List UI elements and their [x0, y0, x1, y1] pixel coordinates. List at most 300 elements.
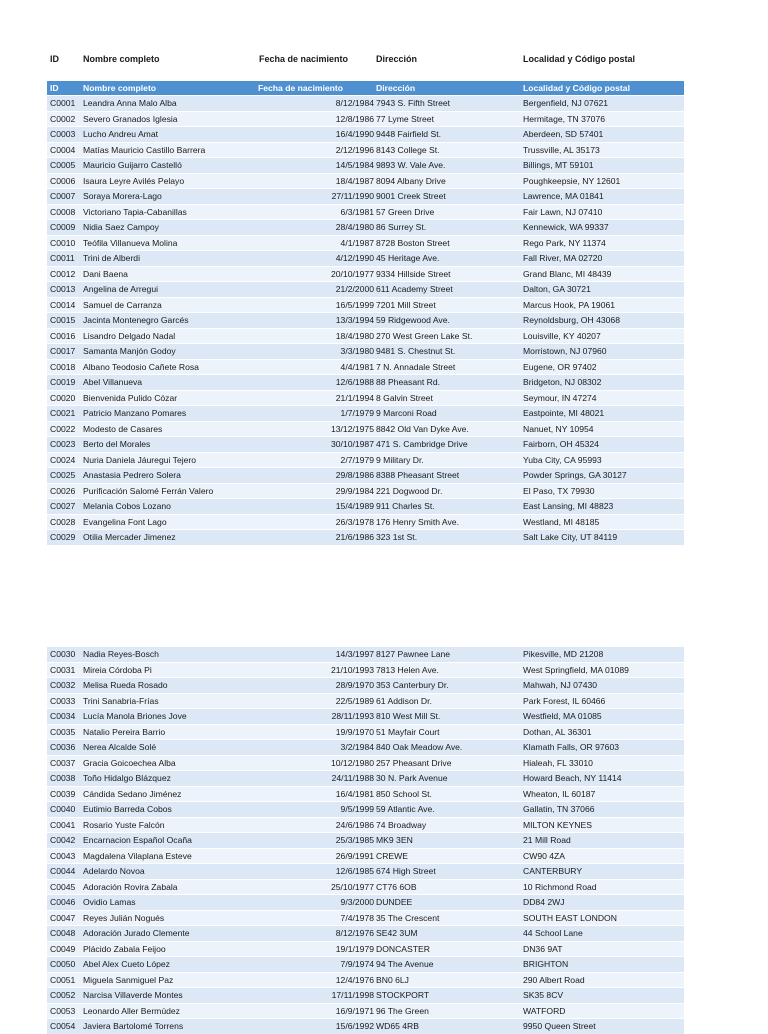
- cell-dob: 22/5/1989: [335, 695, 374, 706]
- cell-dob: 28/4/1980: [335, 222, 374, 232]
- cell-locality: Fair Lawn, NJ 07410: [523, 206, 603, 217]
- cell-address: CT76 6OB: [376, 881, 417, 892]
- table-row: [47, 235, 684, 251]
- table-row: [47, 390, 684, 406]
- cell-address: 323 1st St.: [376, 532, 418, 542]
- table-row: [47, 157, 684, 173]
- cell-id: C0049: [50, 943, 76, 954]
- cell-address: 51 Mayfair Court: [376, 726, 440, 737]
- cell-dob: 3/3/1980: [340, 346, 374, 356]
- cell-dob: 4/4/1981: [340, 361, 374, 372]
- cell-name: Lisandro Delgado Nadal: [83, 330, 176, 341]
- cell-dob: 21/2/2000: [335, 284, 374, 294]
- cell-name: Leonardo Aller Bermúdez: [83, 1005, 180, 1016]
- header-name: Nombre completo: [83, 54, 160, 64]
- cell-id: C0025: [50, 470, 76, 480]
- cell-address: 9481 S. Chestnut St.: [376, 346, 456, 356]
- cell-name: Otilia Mercader Jimenez: [83, 532, 176, 542]
- cell-locality: Dothan, AL 36301: [523, 726, 592, 737]
- cell-address: 77 Lyme Street: [376, 113, 434, 124]
- table-row: [47, 662, 684, 678]
- cell-id: C0006: [50, 175, 76, 186]
- table-row: [47, 359, 684, 375]
- cell-id: C0044: [50, 866, 76, 876]
- cell-address: 7 N. Annadale Street: [376, 361, 456, 372]
- cell-id: C0018: [50, 361, 76, 372]
- header-dob: Fecha de nacimiento: [259, 54, 349, 64]
- cell-address: 270 West Green Lake St.: [376, 330, 473, 341]
- table-row: [47, 925, 684, 941]
- cell-name: Anastasia Pedrero Solera: [83, 470, 181, 480]
- cell-address: 57 Green Drive: [376, 206, 435, 217]
- table-header-row: [47, 81, 684, 95]
- cell-locality: Hialeah, FL 33010: [523, 757, 593, 768]
- cell-dob: 30/10/1987: [330, 439, 374, 449]
- cell-locality: Grand Blanc, MI 48439: [523, 268, 612, 279]
- cell-locality: Howard Beach, NY 11414: [523, 773, 622, 783]
- cell-locality: Dalton, GA 30721: [523, 284, 591, 294]
- cell-dob: 21/6/1986: [335, 532, 374, 542]
- cell-dob: 2/7/1979: [340, 454, 374, 465]
- cell-name: Javiera Bartolomé Torrens: [83, 1021, 184, 1031]
- cell-name: Mauricio Guijarro Castelló: [83, 160, 182, 170]
- cell-dob: 28/9/1970: [335, 680, 374, 690]
- cell-dob: 25/3/1985: [335, 835, 374, 845]
- cell-id: C0047: [50, 912, 76, 923]
- cell-dob: 7/9/1974: [340, 959, 374, 969]
- cell-name: Gracia Goicoechea Alba: [83, 757, 176, 768]
- cell-dob: 14/5/1984: [335, 160, 374, 170]
- table-row: [47, 281, 684, 297]
- cell-dob: 12/4/1976: [335, 974, 374, 985]
- table-row: [47, 972, 684, 988]
- cell-dob: 26/3/1978: [335, 516, 374, 527]
- table-row: [47, 529, 684, 545]
- cell-name: Nerea Alcalde Solé: [83, 742, 157, 752]
- cell-id: C0003: [50, 129, 76, 139]
- cell-name: Mireia Córdoba Pi: [83, 664, 152, 675]
- cell-id: C0012: [50, 268, 76, 279]
- cell-name: Ovidio Lamas: [83, 897, 136, 907]
- table-row: [47, 405, 684, 421]
- column-header-labels: [0, 54, 768, 68]
- cell-id: C0028: [50, 516, 76, 527]
- cell-locality: CANTERBURY: [523, 866, 583, 876]
- table-row: [47, 266, 684, 282]
- table-row: [47, 879, 684, 895]
- cell-name: Matías Mauricio Castillo Barrera: [83, 144, 206, 155]
- cell-address: 35 The Crescent: [376, 912, 440, 923]
- cell-address: 7201 Mill Street: [376, 299, 436, 310]
- cell-address: 94 The Avenue: [376, 959, 434, 969]
- cell-dob: 10/12/1980: [330, 757, 374, 768]
- table-row: [47, 739, 684, 755]
- cell-address: 96 The Green: [376, 1005, 429, 1016]
- cell-name: Berto del Morales: [83, 439, 151, 449]
- cell-locality: 290 Albert Road: [523, 974, 585, 985]
- cell-dob: 21/1/1994: [335, 392, 374, 403]
- cell-id: C0052: [50, 990, 76, 1000]
- cell-address: 74 Broadway: [376, 819, 427, 830]
- cell-id: C0017: [50, 346, 76, 356]
- cell-address: 176 Henry Smith Ave.: [376, 516, 459, 527]
- cell-locality: Seymour, IN 47274: [523, 392, 597, 403]
- cell-id: C0041: [50, 819, 76, 830]
- cell-locality: Salt Lake City, UT 84119: [523, 532, 618, 542]
- cell-id: C0001: [50, 98, 76, 108]
- cell-name: Magdalena Vilaplana Esteve: [83, 850, 192, 861]
- cell-name: Adoración Rovira Zabala: [83, 881, 178, 892]
- cell-dob: 9/3/2000: [340, 897, 374, 907]
- cell-name: Bienvenida Pulido Cózar: [83, 392, 178, 403]
- table-row: [47, 677, 684, 693]
- cell-name: Trini de Alberdi: [83, 253, 141, 263]
- table-row: [47, 126, 684, 142]
- cell-name: Miguela Sanmiguel Paz: [83, 974, 174, 985]
- cell-address: 61 Addison Dr.: [376, 695, 432, 706]
- cell-address: 88 Pheasant Rd.: [376, 377, 441, 387]
- cell-dob: 13/3/1994: [335, 315, 374, 325]
- cell-id: C0016: [50, 330, 76, 341]
- cell-locality: 21 Mill Road: [523, 835, 571, 845]
- cell-locality: Nanuet, NY 10954: [523, 423, 594, 434]
- cell-address: 9448 Fairfield St.: [376, 129, 441, 139]
- cell-id: C0033: [50, 695, 76, 706]
- cell-id: C0027: [50, 501, 76, 511]
- cell-dob: 24/11/1988: [331, 773, 374, 783]
- cell-name: Lucho Andreu Amat: [83, 129, 159, 139]
- cell-dob: 1/7/1979: [340, 408, 374, 418]
- cell-locality: Marcus Hook, PA 19061: [523, 299, 616, 310]
- cell-name: Dani Baena: [83, 268, 128, 279]
- cell-id: C0002: [50, 113, 76, 124]
- table-row: [47, 173, 684, 189]
- cell-locality: West Springfield, MA 01089: [523, 664, 629, 675]
- cell-locality: Eastpointe, MI 48021: [523, 408, 605, 418]
- cell-dob: 12/8/1986: [335, 113, 374, 124]
- cell-locality: Kennewick, WA 99337: [523, 222, 609, 232]
- table-row: [47, 894, 684, 910]
- customer-table-1: [47, 81, 684, 545]
- cell-dob: 16/9/1971: [335, 1005, 374, 1016]
- cell-id: C0014: [50, 299, 76, 310]
- header-id: ID: [50, 54, 59, 64]
- table-header-name: Nombre completo: [83, 83, 157, 93]
- cell-locality: Eugene, OR 97402: [523, 361, 597, 372]
- cell-locality: SK35 8CV: [523, 990, 564, 1000]
- header-locality: Localidad y Código postal: [523, 54, 636, 64]
- cell-id: C0007: [50, 191, 76, 201]
- cell-address: 8127 Pawnee Lane: [376, 649, 451, 659]
- cell-locality: Bergenfield, NJ 07621: [523, 98, 609, 108]
- cell-locality: SOUTH EAST LONDON: [523, 912, 617, 923]
- cell-dob: 4/1/1987: [340, 237, 374, 248]
- cell-address: 221 Dogwood Dr.: [376, 485, 443, 496]
- cell-address: 471 S. Cambridge Drive: [376, 439, 468, 449]
- cell-address: 45 Heritage Ave.: [376, 253, 440, 263]
- cell-locality: Klamath Falls, OR 97603: [523, 742, 620, 752]
- cell-address: DUNDEE: [376, 897, 413, 907]
- table-row: [47, 204, 684, 220]
- cell-dob: 29/9/1984: [335, 485, 374, 496]
- cell-name: Purificación Salomé Ferrán Valero: [83, 485, 214, 496]
- table-row: [47, 755, 684, 771]
- cell-id: C0048: [50, 928, 76, 938]
- table-header-locality: Localidad y Código postal: [523, 83, 630, 93]
- table-row: [47, 328, 684, 344]
- cell-dob: 28/11/1993: [331, 711, 374, 721]
- cell-address: 674 High Street: [376, 866, 436, 876]
- cell-name: Plácido Zabala Feijoo: [83, 943, 166, 954]
- cell-dob: 16/5/1999: [335, 299, 374, 310]
- table-row: [47, 832, 684, 848]
- cell-name: Encarnacion Español Ocaña: [83, 835, 192, 845]
- cell-dob: 18/4/1987: [335, 175, 374, 186]
- table-header-dob: Fecha de nacimiento: [258, 83, 344, 93]
- cell-dob: 12/6/1985: [335, 866, 374, 876]
- cell-address: 8 Galvin Street: [376, 392, 433, 403]
- cell-id: C0042: [50, 835, 76, 845]
- cell-name: Cándida Sedano Jiménez: [83, 788, 182, 799]
- cell-name: Angelina de Arregui: [83, 284, 159, 294]
- cell-locality: Louisville, KY 40207: [523, 330, 601, 341]
- table-row: [47, 297, 684, 313]
- header-address: Dirección: [376, 54, 418, 64]
- cell-address: 59 Ridgewood Ave.: [376, 315, 450, 325]
- cell-id: C0053: [50, 1005, 76, 1016]
- cell-address: WD65 4RB: [376, 1021, 419, 1031]
- table-row: [47, 452, 684, 468]
- cell-id: C0046: [50, 897, 76, 907]
- cell-locality: Powder Springs, GA 30127: [523, 470, 627, 480]
- table-row: [47, 708, 684, 724]
- cell-name: Reyes Julián Nogués: [83, 912, 165, 923]
- cell-name: Isaura Leyre Avilés Pelayo: [83, 175, 185, 186]
- cell-id: C0013: [50, 284, 76, 294]
- cell-locality: DD84 2WJ: [523, 897, 565, 907]
- cell-address: MK9 3EN: [376, 835, 413, 845]
- cell-address: 810 West Mill St.: [376, 711, 441, 721]
- cell-name: Eutimio Barreda Cobos: [83, 804, 172, 814]
- table-row: [47, 498, 684, 514]
- table-row: [47, 219, 684, 235]
- cell-name: Narcisa Villaverde Montes: [83, 990, 183, 1000]
- cell-name: Lucía Manola Briones Jove: [83, 711, 187, 721]
- cell-address: BN0 6LJ: [376, 974, 409, 985]
- cell-dob: 12/6/1988: [335, 377, 374, 387]
- cell-dob: 13/12/1975: [330, 423, 374, 434]
- cell-address: 8143 College St.: [376, 144, 440, 155]
- cell-dob: 3/2/1984: [340, 742, 374, 752]
- cell-name: Abel Villanueva: [83, 377, 143, 387]
- table-row: [47, 724, 684, 740]
- cell-id: C0023: [50, 439, 76, 449]
- table-row: [47, 514, 684, 530]
- cell-dob: 17/11/1998: [331, 990, 374, 1000]
- cell-name: Severo Granados Iglesia: [83, 113, 178, 124]
- cell-address: 8842 Old Van Dyke Ave.: [376, 423, 469, 434]
- cell-id: C0019: [50, 377, 76, 387]
- cell-address: 8388 Pheasant Street: [376, 470, 460, 480]
- cell-id: C0040: [50, 804, 76, 814]
- cell-id: C0004: [50, 144, 76, 155]
- table-row: [47, 987, 684, 1003]
- cell-address: CREWE: [376, 850, 408, 861]
- cell-locality: Billings, MT 59101: [523, 160, 594, 170]
- cell-dob: 26/9/1991: [335, 850, 374, 861]
- cell-id: C0022: [50, 423, 76, 434]
- cell-locality: Wheaton, IL 60187: [523, 788, 596, 799]
- cell-dob: 21/10/1993: [330, 664, 374, 675]
- cell-id: C0021: [50, 408, 76, 418]
- cell-dob: 7/4/1978: [340, 912, 374, 923]
- table-row: [47, 111, 684, 127]
- cell-locality: 44 School Lane: [523, 928, 583, 938]
- cell-locality: Poughkeepsie, NY 12601: [523, 175, 621, 186]
- table-row: [47, 817, 684, 833]
- cell-address: 257 Pheasant Drive: [376, 757, 452, 768]
- cell-name: Nidia Saez Campoy: [83, 222, 159, 232]
- table-row: [47, 786, 684, 802]
- cell-dob: 27/11/1990: [331, 191, 374, 201]
- cell-address: 9334 Hillside Street: [376, 268, 451, 279]
- cell-id: C0011: [50, 253, 75, 263]
- cell-id: C0032: [50, 680, 76, 690]
- cell-locality: WATFORD: [523, 1005, 566, 1016]
- cell-dob: 25/10/1977: [330, 881, 374, 892]
- cell-name: Adoración Jurado Clemente: [83, 928, 190, 938]
- table-row: [47, 483, 684, 499]
- table-row: [47, 646, 684, 662]
- cell-address: 9893 W. Vale Ave.: [376, 160, 446, 170]
- cell-dob: 8/12/1976: [335, 928, 374, 938]
- cell-id: C0026: [50, 485, 76, 496]
- cell-name: Natalio Pereira Barrio: [83, 726, 166, 737]
- cell-id: C0045: [50, 881, 76, 892]
- cell-locality: Mahwah, NJ 07430: [523, 680, 598, 690]
- cell-locality: Aberdeen, SD 57401: [523, 129, 604, 139]
- cell-id: C0039: [50, 788, 76, 799]
- cell-locality: Gallatin, TN 37066: [523, 804, 595, 814]
- cell-name: Samanta Manjón Godoy: [83, 346, 176, 356]
- cell-locality: BRIGHTON: [523, 959, 569, 969]
- cell-name: Evangelina Font Lago: [83, 516, 167, 527]
- cell-id: C0054: [50, 1021, 76, 1031]
- customer-table-2: [47, 646, 684, 1034]
- cell-address: 850 School St.: [376, 788, 432, 799]
- cell-address: STOCKPORT: [376, 990, 430, 1000]
- cell-name: Jacinta Montenegro Garcés: [83, 315, 189, 325]
- cell-address: DONCASTER: [376, 943, 430, 954]
- cell-locality: East Lansing, MI 48823: [523, 501, 614, 511]
- cell-id: C0037: [50, 757, 76, 768]
- cell-name: Patricio Manzano Pomares: [83, 408, 187, 418]
- cell-locality: Reynoldsburg, OH 43068: [523, 315, 620, 325]
- cell-locality: Pikesville, MD 21208: [523, 649, 604, 659]
- cell-locality: Lawrence, MA 01841: [523, 191, 604, 201]
- cell-dob: 18/4/1980: [335, 330, 374, 341]
- table-row: [47, 848, 684, 864]
- cell-address: 7813 Helen Ave.: [376, 664, 439, 675]
- cell-name: Nadia Reyes-Bosch: [83, 649, 159, 659]
- table-row: [47, 343, 684, 359]
- table-row: [47, 436, 684, 452]
- cell-name: Rosario Yuste Falcón: [83, 819, 165, 830]
- cell-id: C0029: [50, 532, 76, 542]
- cell-address: 30 N. Park Avenue: [376, 773, 448, 783]
- cell-dob: 19/1/1979: [335, 943, 374, 954]
- cell-name: Teófila Villanueva Molina: [83, 237, 178, 248]
- cell-name: Melisa Rueda Rosado: [83, 680, 168, 690]
- table-row: [47, 801, 684, 817]
- cell-address: 7943 S. Fifth Street: [376, 98, 451, 108]
- cell-address: 9001 Creek Street: [376, 191, 446, 201]
- cell-address: 8728 Boston Street: [376, 237, 450, 248]
- cell-locality: Fairborn, OH 45324: [523, 439, 599, 449]
- cell-locality: MILTON KEYNES: [523, 819, 592, 830]
- cell-name: Trini Sanabria-Frías: [83, 695, 159, 706]
- cell-id: C0015: [50, 315, 76, 325]
- cell-id: C0034: [50, 711, 76, 721]
- cell-id: C0024: [50, 454, 76, 465]
- cell-id: C0050: [50, 959, 76, 969]
- cell-name: Nuria Daniela Jáuregui Tejero: [83, 454, 197, 465]
- table-row: [47, 956, 684, 972]
- table-row: [47, 863, 684, 879]
- table-row: [47, 142, 684, 158]
- cell-locality: Fall River, MA 02720: [523, 253, 603, 263]
- cell-address: 911 Charles St.: [376, 501, 435, 511]
- cell-id: C0008: [50, 206, 76, 217]
- cell-address: 86 Surrey St.: [376, 222, 427, 232]
- cell-address: 611 Academy Street: [376, 284, 453, 294]
- cell-locality: DN36 9AT: [523, 943, 563, 954]
- cell-address: 59 Atlantic Ave.: [376, 804, 435, 814]
- cell-dob: 15/4/1989: [335, 501, 374, 511]
- cell-dob: 24/6/1986: [335, 819, 374, 830]
- cell-dob: 16/4/1981: [335, 788, 374, 799]
- cell-dob: 2/12/1996: [335, 144, 374, 155]
- cell-id: C0051: [50, 974, 76, 985]
- cell-locality: Westland, MI 48185: [523, 516, 600, 527]
- cell-name: Leandra Anna Malo Alba: [83, 98, 177, 108]
- cell-dob: 19/9/1970: [335, 726, 374, 737]
- table-row: [47, 941, 684, 957]
- cell-name: Samuel de Carranza: [83, 299, 162, 310]
- table-row: [47, 1003, 684, 1019]
- cell-id: C0043: [50, 850, 76, 861]
- table-row: [47, 1018, 684, 1034]
- cell-dob: 14/3/1997: [335, 649, 374, 659]
- cell-locality: 10 Richmond Road: [523, 881, 597, 892]
- cell-dob: 16/4/1990: [335, 129, 374, 139]
- cell-address: 353 Canterbury Dr.: [376, 680, 449, 690]
- table-row: [47, 250, 684, 266]
- cell-name: Toño Hidalgo Blázquez: [83, 773, 171, 783]
- cell-address: 8094 Albany Drive: [376, 175, 446, 186]
- cell-dob: 8/12/1984: [335, 98, 374, 108]
- cell-id: C0010: [50, 237, 76, 248]
- table-row: [47, 374, 684, 390]
- cell-dob: 9/5/1999: [340, 804, 374, 814]
- cell-address: 9 Marconi Road: [376, 408, 437, 418]
- cell-id: C0038: [50, 773, 76, 783]
- cell-dob: 20/10/1977: [330, 268, 374, 279]
- cell-address: 9 Military Dr.: [376, 454, 424, 465]
- cell-id: C0005: [50, 160, 76, 170]
- cell-address: SE42 3UM: [376, 928, 418, 938]
- table-header-address: Dirección: [376, 83, 416, 93]
